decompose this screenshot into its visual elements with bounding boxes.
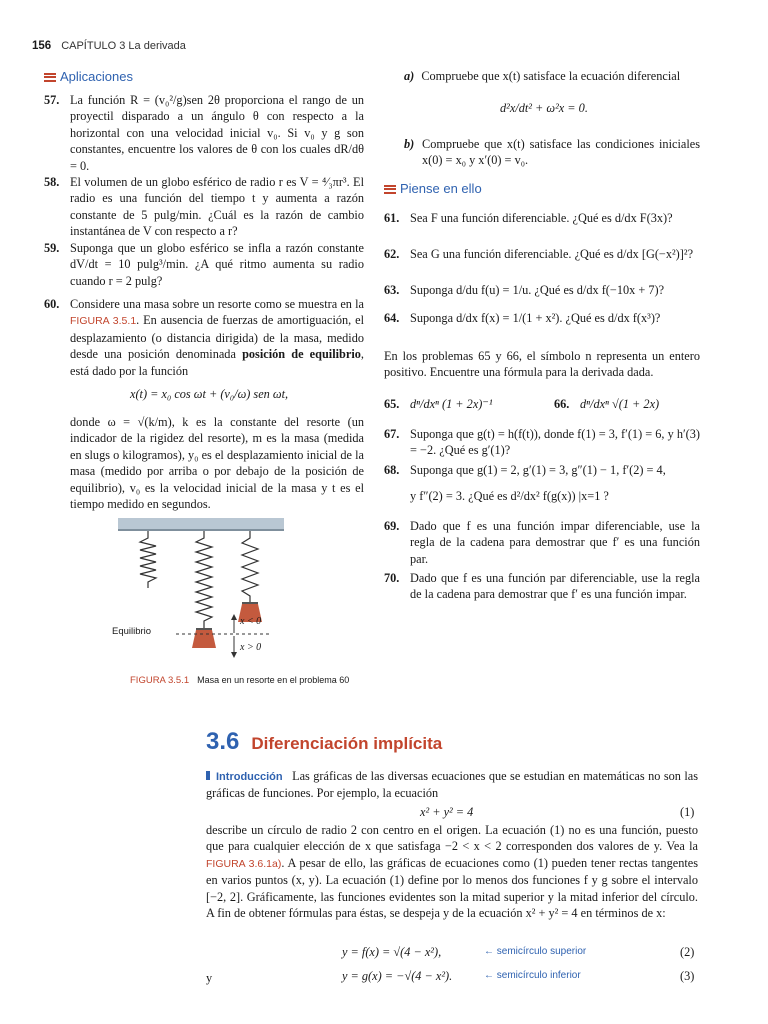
equation-2-number: (2)	[680, 945, 695, 959]
page-number: 156	[32, 40, 52, 52]
problem-61	[384, 210, 700, 228]
problem-text: dⁿ/dxⁿ (1 + 2x)⁻¹	[410, 397, 493, 411]
problem-number: 65.	[384, 397, 400, 411]
spring-2	[196, 531, 212, 628]
problem-text: Suponga d/dx f(x) = 1/(1 + x²). ¿Qué es d/dx f(x³)?	[410, 311, 661, 325]
equation-1-number: (1)	[680, 805, 695, 819]
label-x-negative: x < 0	[240, 616, 262, 627]
problem-text: Dado que f es una función par diferenciable, use la regla de la cadena para demostrar que f′ es una función impar.	[410, 571, 700, 602]
problem-number: 69.	[384, 519, 400, 533]
problem-text: Dado que f es una función impar diferenciable, use la regla de la cadena para demostrar que f′ es una función par.	[410, 519, 700, 566]
figure-link[interactable]: FIGURA 3.6.1a)	[206, 857, 282, 870]
text-segment: Considere una masa sobre un resorte como se muestra en la	[70, 297, 364, 311]
problem-number: 63.	[384, 283, 400, 297]
figure-caption-id: FIGURA 3.5.1	[130, 675, 190, 686]
bold-term: posición de equilibrio	[242, 347, 361, 362]
problem-64	[384, 310, 700, 328]
spring-1	[140, 531, 156, 588]
text-segment: . En ausencia de fuerzas de amortiguación, el desplazamiento (o distancia dirigida) de la masa, medido desde una posición denominada	[70, 313, 364, 362]
problem-59	[44, 240, 364, 290]
text-line: y f″(2) = 3. ¿Qué es d²/dx² f(g(x)) |x=1 ?	[410, 489, 609, 504]
problem-text	[410, 462, 700, 505]
part-text: Compruebe que x(t) satisface las condiciones iniciales x(0) = x₀ y x′(0) = v₀.	[422, 137, 700, 168]
figure-link[interactable]: FIGURA 3.5.1	[70, 315, 137, 328]
section-title: Diferenciación implícita	[251, 734, 443, 753]
problem-number: 59.	[44, 241, 60, 255]
section-heading	[206, 728, 442, 756]
problem-63	[384, 282, 700, 300]
part-label: b)	[404, 137, 415, 151]
problem-number: 70.	[384, 571, 400, 585]
problem-60	[44, 296, 364, 376]
equation-3: y = g(x) = −√(4 − x²).	[342, 969, 453, 983]
problem-text	[70, 296, 364, 379]
section-applications	[44, 68, 133, 86]
section-title: Aplicaciones	[60, 69, 133, 84]
spring-3	[242, 531, 258, 602]
problem-text: Suponga que g(t) = h(f(t)), donde f(1) = 3, f′(1) = 6, y h′(3) = −2. ¿Qué es g′(1)?	[410, 427, 700, 458]
conjunction-y: y	[206, 971, 213, 985]
intro-paragraph	[206, 768, 698, 802]
problem-number: 66.	[554, 397, 570, 411]
problem-69	[384, 518, 700, 568]
problem-57	[44, 92, 364, 173]
problem-68	[384, 462, 700, 512]
problem-text: La función R = (v₀²/g)sen 2θ proporciona el rango de un proyectil disparado a un ángulo θ con respecto a la horizontal con una velocidad inicial v₀. Si v₀ y g son constantes, encuentre los valores de θ con los cuales dR/dθ = 0.	[70, 93, 364, 173]
ceiling	[118, 518, 284, 530]
intro-marker	[206, 771, 210, 780]
problem-text: Suponga que un globo esférico se infla a razón constante dV/dt = 10 pulg³/min. ¿A qué ritmo aumenta su radio cuando r = 2 pulg?	[70, 241, 364, 288]
problem-text: dⁿ/dxⁿ √(1 + 2x)	[580, 397, 660, 411]
text-segment: , está dado por la función	[70, 347, 364, 378]
section-bars-icon	[384, 185, 396, 194]
intro-65-66: En los problemas 65 y 66, el símbolo n representa un entero positivo. Encuentre una fórmula para la derivada dada.	[384, 349, 700, 380]
problem-60b	[404, 136, 700, 170]
text-line: Suponga que g(1) = 2, g′(1) = 3, g″(1) − 1, f′(2) = 4,	[410, 463, 666, 477]
problem-number: 60.	[44, 297, 60, 311]
mass-2	[192, 630, 216, 648]
equation-3-note: ← semicírculo inferior	[484, 970, 581, 981]
equation-2: y = f(x) = √(4 − x²),	[342, 945, 442, 959]
problem-70	[384, 570, 700, 604]
figure-caption	[130, 670, 390, 688]
problem-60-continued: donde ω = √(k/m), k es la constante del resorte (un indicador de la rigidez del resorte), m es la masa (medida en slugs o kilogramos), y₀ es el desplazamiento inicial de la masa (medido por arriba o por debajo de la posición de equilibrio), v₀ es la velocidad inicial de la masa y t es el tiempo medido en segundos.	[70, 415, 364, 512]
part-label: a)	[404, 69, 415, 83]
problem-number: 68.	[384, 463, 400, 477]
figure-caption-text: Masa en un resorte en el problema 60	[197, 675, 350, 685]
problem-text: El volumen de un globo esférico de radio r es V = ⁴⁄₃πr³. El radio es una función del tiempo t y aumenta a razón constante de 5 pulg/min. ¿Cuál es la razón de cambio instantánea de V con respecto a r?	[70, 175, 364, 239]
equation-2-note: ← semicírculo superior	[484, 946, 587, 957]
problem-number: 67.	[384, 427, 400, 441]
problem-number: 57.	[44, 93, 60, 107]
equation-1: x² + y² = 4	[420, 805, 474, 819]
problem-66	[554, 396, 700, 414]
problem-number: 62.	[384, 247, 400, 261]
page-header	[32, 36, 186, 54]
equation-ode: d²x/dt² + ω²x = 0.	[500, 101, 588, 115]
section-title: Piense en ello	[400, 181, 482, 196]
intro-text: Las gráficas de las diversas ecuaciones que se estudian en matemáticas no son las gráficas de funciones. Por ejemplo, la ecuación	[206, 769, 699, 801]
body-paragraph	[206, 822, 698, 921]
text-segment: . A pesar de ello, las gráficas de ecuaciones como (1) pueden tener rectas tangentes en varios puntos (x, y). La ecuación (1) define por lo menos dos funciones f y g sobre el intervalo [−2, 2]. Gráficamente, las funciones evidentes son la mitad superior y la mitad inferior del círculo. A fin de obtener fórmulas para éstas, se despeja y de la ecuación x² + y² = 4 en términos de x:	[206, 855, 698, 921]
section-bars-icon	[44, 73, 56, 82]
part-text: Compruebe que x(t) satisface la ecuación diferencial	[421, 69, 681, 83]
problem-67	[384, 426, 700, 460]
section-think	[384, 180, 482, 198]
problem-text: Suponga d/du f(u) = 1/u. ¿Qué es d/dx f(−10x + 7)?	[410, 283, 665, 297]
text-segment: describe un círculo de radio 2 con centro en el origen. La ecuación (1) no es una función, puesto que para cualquier elección de x que satisfaga −2 < x < 2 corresponden dos valores de y. Vea la	[206, 823, 698, 854]
problem-number: 61.	[384, 211, 400, 225]
equation-3-number: (3)	[680, 969, 695, 983]
problem-58	[44, 174, 364, 240]
problem-65	[384, 396, 534, 414]
problem-text: Sea F una función diferenciable. ¿Qué es d/dx F(3x)?	[410, 211, 673, 225]
problem-number: 64.	[384, 311, 400, 325]
equation-displacement: x(t) = x₀ cos ωt + (v₀/ω) sen ωt,	[130, 387, 289, 401]
intro-label: Introducción	[216, 771, 283, 783]
section-number: 3.6	[206, 728, 240, 755]
label-x-positive: x > 0	[240, 642, 262, 653]
chapter-title: CAPÍTULO 3 La derivada	[61, 40, 186, 52]
problem-60a	[404, 68, 700, 86]
spring-figure	[112, 518, 284, 668]
problem-text: Sea G una función diferenciable. ¿Qué es d/dx [G(−x²)]²?	[410, 247, 694, 261]
problem-62	[384, 246, 700, 264]
problem-number: 58.	[44, 175, 60, 189]
label-equilibrium: Equilibrio	[112, 626, 152, 637]
